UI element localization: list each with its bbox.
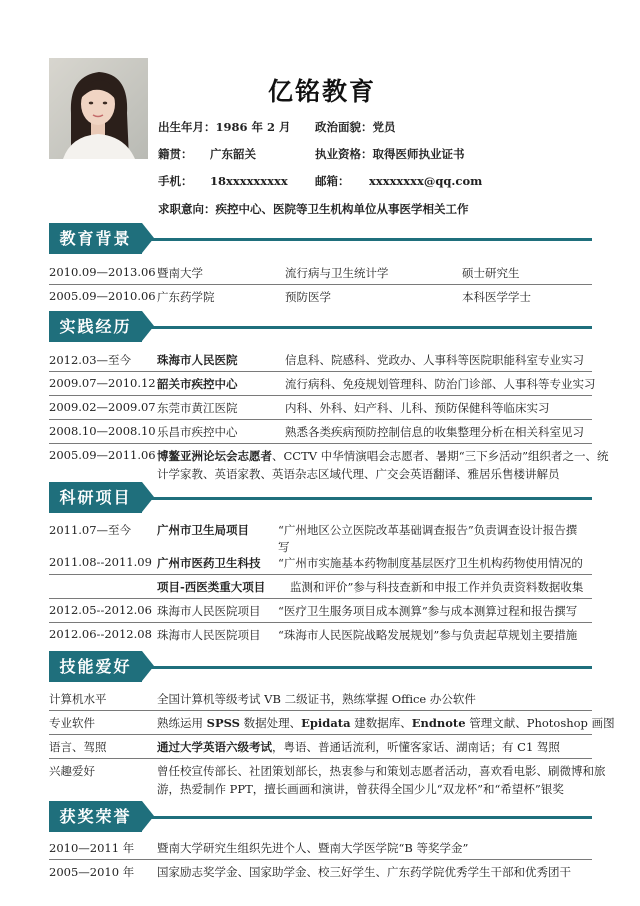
skill-text-cont: 游，热爱制作 PPT，擅长画画和演讲，曾获得全国少儿“双龙杯”和“希望杯”银奖 <box>157 782 564 796</box>
practice-desc-cont: 计学家教、英语家教、英语杂志区域代理、广交会英语翻译、雅居乐售楼讲解员 <box>157 467 560 481</box>
research-org: 广州市卫生局项目 <box>157 523 249 537</box>
practice-desc: 熟悉各类疾病预防控制信息的收集整理分析在相关科室见习 <box>285 425 584 439</box>
profile-photo <box>49 58 148 159</box>
practice-org: 韶关市疾控中心 <box>157 377 238 391</box>
practice-date: 2009.02—2009.07 <box>49 400 156 414</box>
section-education: 教育背景 <box>49 223 142 254</box>
award-date: 2005—2010 年 <box>49 865 135 879</box>
native-value: 广东韶关 <box>210 147 256 161</box>
birth-row <box>158 119 291 135</box>
email-row <box>315 173 482 189</box>
native-label: 籍贯： <box>158 147 193 161</box>
birth-label: 出生年月： <box>158 120 216 134</box>
research-date: 2012.05--2012.06 <box>49 603 152 617</box>
skill-text-part: ，粤语、普通话流利，听懂客家话、湖南话；有 C1 驾照 <box>272 740 560 754</box>
phone-label: 手机： <box>158 174 193 188</box>
practice-detail <box>157 448 608 464</box>
edu-degree: 硕士研究生 <box>462 266 520 280</box>
research-desc-cont: 监测和评价”参与科技查新和申报工作并负责资料数据收集 <box>290 580 584 594</box>
skill-cet6: 通过大学英语六级考试 <box>157 740 272 754</box>
research-desc: “医疗卫生服务项目成本测算”参与成本测算过程和报告撰写 <box>278 604 578 618</box>
research-org: 广州市医药卫生科技 <box>157 556 261 570</box>
award-text: 国家励志奖学金、国家助学金、校三好学生、广东药学院优秀学生干部和优秀团干 <box>157 865 571 879</box>
cert-value: 取得医师执业证书 <box>372 147 465 161</box>
skill-text <box>157 715 615 731</box>
row-underline <box>49 574 592 575</box>
research-date: 2011.08--2011.09 <box>49 555 152 569</box>
row-underline <box>49 622 592 623</box>
practice-date: 2005.09—2011.06 <box>49 448 156 462</box>
row-underline <box>49 443 592 444</box>
row-underline <box>49 598 592 599</box>
skill-epidata: Epidata <box>301 716 351 730</box>
row-underline <box>49 371 592 372</box>
research-date: 2011.07—至今 <box>49 523 132 537</box>
politics-value: 党员 <box>372 120 396 134</box>
email-label: 邮箱： <box>315 174 350 188</box>
edu-degree: 本科医学学士 <box>462 290 531 304</box>
section-practice: 实践经历 <box>49 311 142 342</box>
practice-date: 2009.07—2010.12 <box>49 376 156 390</box>
skill-label: 语言、驾照 <box>49 740 107 754</box>
research-org-cont: 项目-西医类重大项目 <box>157 580 266 594</box>
practice-desc: 内科、外科、妇产科、儿科、预防保健科等临床实习 <box>285 401 550 415</box>
edu-major: 流行病与卫生统计学 <box>285 266 389 280</box>
practice-org: 博鳌亚洲论坛会志愿者 <box>157 449 272 463</box>
practice-org: 珠海市人民医院 <box>157 353 238 367</box>
practice-desc: 信息科、院感科、党政办、人事科等医院职能科室专业实习 <box>285 353 584 367</box>
resume-title: 亿铭教育 <box>268 77 377 106</box>
row-underline <box>49 758 592 759</box>
phone-value: 18xxxxxxxxx <box>210 174 288 188</box>
award-date: 2010—2011 年 <box>49 841 135 855</box>
phone-row <box>158 173 288 189</box>
cert-label: 执业资格： <box>315 147 373 161</box>
row-underline <box>49 395 592 396</box>
research-desc: “广州市实施基本药物制度基层医疗卫生机构药物使用情况的 <box>278 556 583 570</box>
skill-text-part: 熟练运用 <box>157 716 207 730</box>
practice-desc: 流行病科、免疫规划管理科、防治门诊部、人事科等专业实习 <box>285 377 596 391</box>
skill-text-part: 管理文献、Photoshop 画图 <box>465 716 615 730</box>
politics-label: 政治面貌： <box>315 120 373 134</box>
section-awards: 获奖荣誉 <box>49 801 142 832</box>
practice-org: 乐昌市疾控中心 <box>157 425 238 439</box>
skill-text-part: 建数据库、 <box>350 716 412 730</box>
email-value: xxxxxxxx@qq.com <box>369 174 483 188</box>
skill-label: 计算机水平 <box>49 692 107 706</box>
edu-date: 2005.09—2010.06 <box>49 289 156 303</box>
research-org: 珠海市人民医院项目 <box>157 604 261 618</box>
cert-row <box>315 146 465 162</box>
research-desc: “广州地区公立医院改革基础调查报告”负责调查设计报告撰 <box>278 523 578 537</box>
politics-row <box>315 119 396 135</box>
skill-text-part: 数据处理、 <box>239 716 302 730</box>
practice-date: 2008.10—2008.10 <box>49 424 156 438</box>
section-research: 科研项目 <box>49 482 142 513</box>
practice-org: 东莞市黄江医院 <box>157 401 238 415</box>
skill-text <box>157 739 560 755</box>
native-row <box>158 146 256 162</box>
intent-label: 求职意向： <box>158 202 216 216</box>
skill-text: 曾任校宣传部长、社团策划部长，热衷参与和策划志愿者活动，喜欢看电影、刷微博和旅 <box>157 764 606 778</box>
row-underline <box>49 710 592 711</box>
skill-label: 兴趣爱好 <box>49 764 95 778</box>
edu-date: 2010.09—2013.06 <box>49 265 156 279</box>
section-skills: 技能爱好 <box>49 651 142 682</box>
skill-spss: SPSS <box>206 716 240 730</box>
intent-row <box>158 201 469 217</box>
edu-school: 暨南大学 <box>157 266 203 280</box>
edu-major: 预防医学 <box>285 290 331 304</box>
row-underline <box>49 419 592 420</box>
row-underline <box>49 859 592 860</box>
skill-text: 全国计算机等级考试 VB 二级证书，熟练掌握 Office 办公软件 <box>157 692 476 706</box>
practice-date: 2012.03—至今 <box>49 353 132 367</box>
practice-desc: 、CCTV 中华情演唱会志愿者、暑期“三下乡活动”组织者之一、统 <box>272 449 609 463</box>
skill-endnote: Endnote <box>411 716 466 730</box>
skill-label: 专业软件 <box>49 716 95 730</box>
edu-school: 广东药学院 <box>157 290 215 304</box>
research-date: 2012.06--2012.08 <box>49 627 152 641</box>
research-org: 珠海市人民医院项目 <box>157 628 261 642</box>
birth-value: 1986 年 2 月 <box>215 120 291 134</box>
intent-value: 疾控中心、医院等卫生机构单位从事医学相关工作 <box>215 202 469 216</box>
award-text: 暨南大学研究生组织先进个人、暨南大学医学院“B 等奖学金” <box>157 841 469 855</box>
row-underline <box>49 284 592 285</box>
research-desc-cont: 写 <box>278 540 290 554</box>
row-underline <box>49 734 592 735</box>
research-desc: “珠海市人民医院战略发展规划”参与负责起草规划主要措施 <box>278 628 578 642</box>
